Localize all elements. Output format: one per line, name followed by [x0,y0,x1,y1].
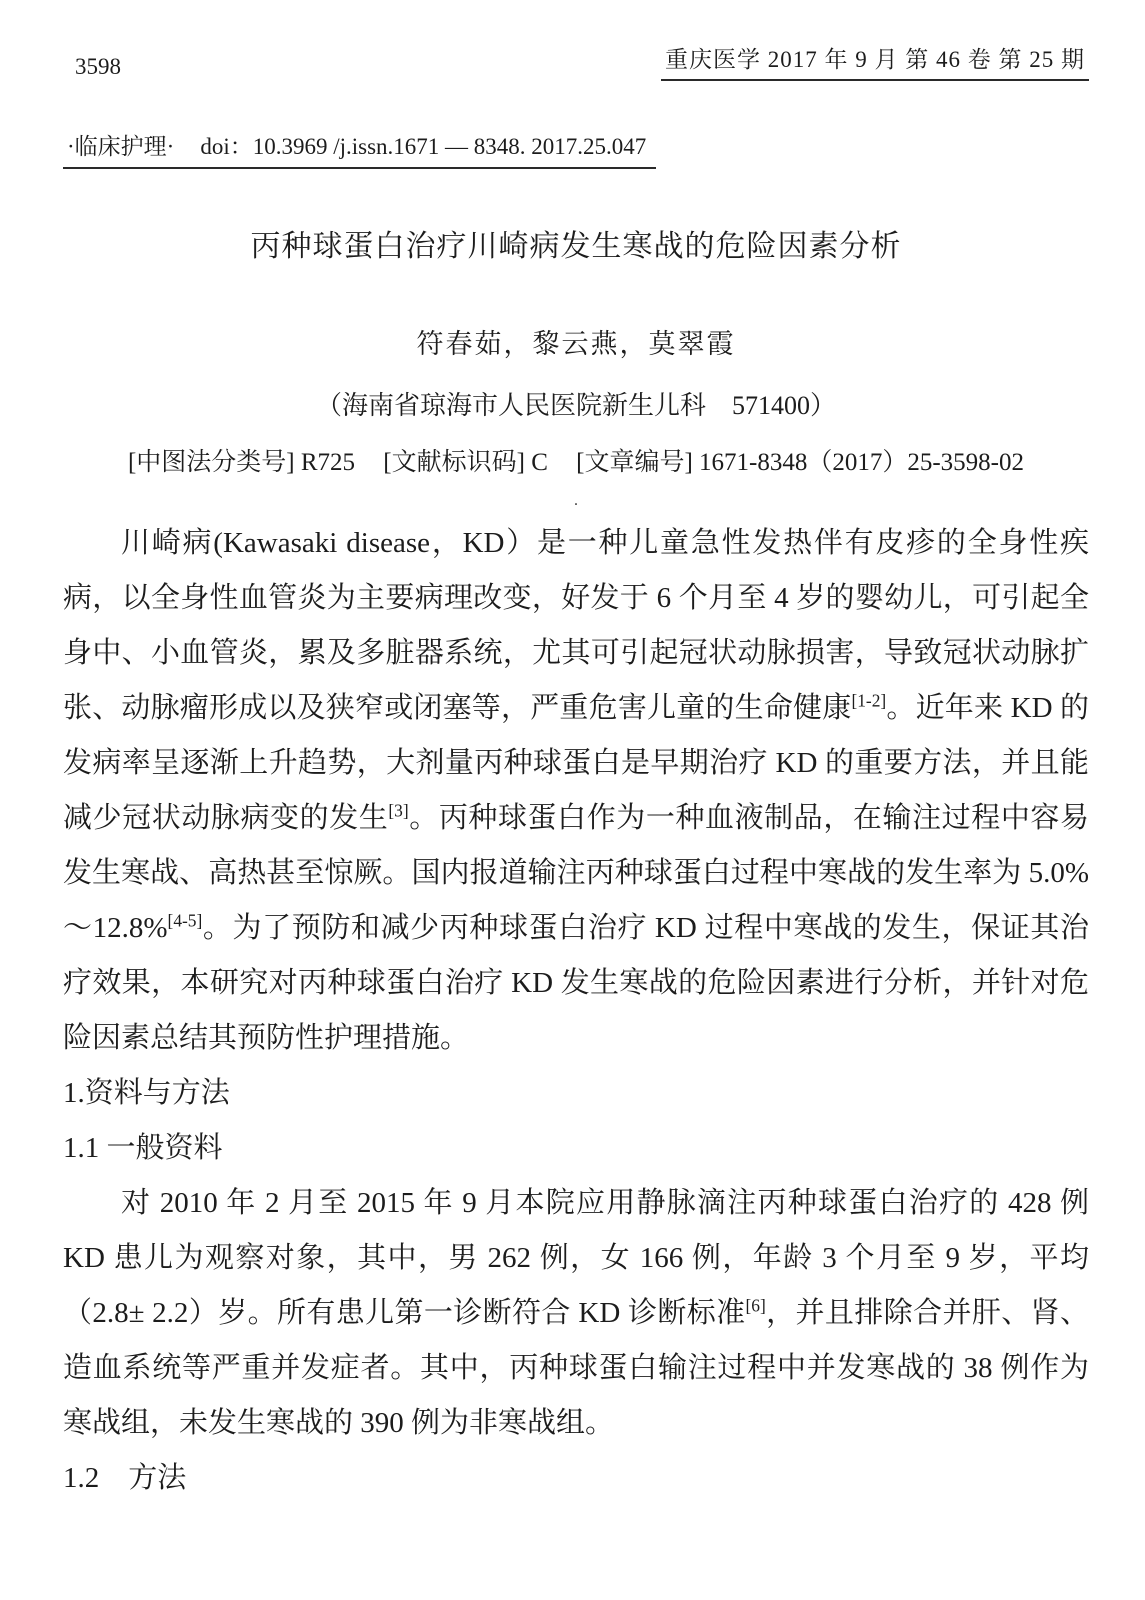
affiliation: （海南省琼海市人民医院新生儿科 571400） [315,391,836,420]
column-label: ·临床护理· [67,134,175,159]
section-heading-1: 1.资料与方法 [63,1077,230,1109]
stray-scan-mark: . [574,492,578,509]
citation-superscript: [1-2] [851,690,887,711]
running-head [63,46,1089,81]
citation-superscript: [4-5] [167,910,203,931]
journal-issue-line: 重庆医学 2017 年 9 月 第 46 卷 第 25 期 [661,46,1089,81]
author-list: 符春茹，黎云燕，莫翠霞 [416,329,736,359]
doi-text: doi：10.3969 /j.issn.1671 — 8348. 2017.25.047 [200,134,647,159]
section-heading-1-1: 1.1 一般资料 [63,1132,223,1164]
doi-underline-rule [63,128,656,169]
document-code: [文献标识码] C [383,449,548,476]
paragraph-materials: 对 2010 年 2 月至 2015 年 9 月本院应用静脉滴注丙种球蛋白治疗的 428 例 KD 患儿为观察对象，其中，男 262 例，女 166 例，年龄 3 个月至 9 岁，平均（2.8± 2.2）岁。所有患儿第一诊断符合 KD 诊断标准[6]，并且排除合并肝、肾、造血系统等严重并发症者。其中，丙种球蛋白输注过程中并发寒战的 38 例作为寒战组，未发生寒战的 390 例为非寒战组。 [63,1187,1089,1439]
paragraph-intro: 川崎病(Kawasaki disease，KD）是一种儿童急性发热伴有皮疹的全身性疾病，以全身性血管炎为主要病理改变，好发于 6 个月至 4 岁的婴幼儿，可引起全身中、小血管炎，累及多脏器系统，尤其可引起冠状动脉损害，导致冠状动脉扩张、动脉瘤形成以及狭窄或闭塞等，严重危害儿童的生命健康[1-2]。近年来 KD 的发病率呈逐渐上升趋势，大剂量丙种球蛋白是早期治疗 KD 的重要方法，并且能减少冠状动脉病变的发生[3]。丙种球蛋白作为一种血液制品，在输注过程中容易发生寒战、高热甚至惊厥。国内报道输注丙种球蛋白过程中寒战的发生率为 5.0%～12.8%[4-5]。为了预防和减少丙种球蛋白治疗 KD 过程中寒战的发生，保证其治疗效果，本研究对丙种球蛋白治疗 KD 发生寒战的危险因素进行分析，并针对危险因素总结其预防性护理措施。 [63,527,1089,1054]
article-body [63,516,1089,1506]
page-number: 3598 [75,54,121,79]
article-meta-line [63,442,1089,478]
citation-superscript: [6] [745,1295,766,1316]
citation-superscript: [3] [388,800,409,821]
doi-line [63,128,1089,169]
clc-number: [中图法分类号] R725 [127,449,356,476]
article-title: 丙种球蛋白治疗川崎病发生寒战的危险因素分析 [250,230,902,263]
article-id: [文章编号] 1671-8348（2017）25-3598-02 [576,449,1025,476]
section-heading-1-2: 1.2 方法 [63,1462,187,1494]
